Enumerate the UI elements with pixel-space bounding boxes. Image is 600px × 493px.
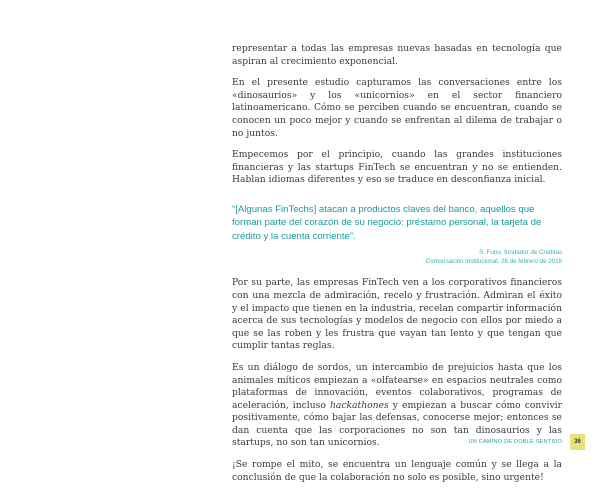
dialogue-text-a: Es un diálogo de sordos, un intercambio de prejuicios hasta que los animales míticos empiezan a «olfatearse» en espacios neutrales como plataformas de innovación, eventos colaborativos, programas de aceleración, incluso: [232, 361, 562, 411]
quote-author: S. Furio, fundador de Creditas: [479, 249, 562, 257]
quote-source: Conversación institucional, 26 de febrero de 2018: [425, 257, 562, 265]
page-footer: [469, 434, 585, 450]
text-column: [232, 43, 562, 493]
paragraph-intro: representar a todas las empresas nuevas basadas en tecnología que aspiran al crecimiento exponencial.: [232, 43, 562, 67]
dialogue-emphasis: hackathones: [329, 399, 389, 411]
page-number: 36: [570, 434, 585, 450]
paragraph-beginning: Empecemos por el principio, cuando las grandes instituciones financieras y las startups FinTech se encuentran y no se entienden. Hablan idiomas diferentes y eso se traduce en desconfianza inicial.: [232, 149, 562, 186]
pull-quote: “[Algunas FinTechs] atacan a productos claves del banco, aquellos que forman parte del corazón de su negocio: préstamo personal, la tarjeta de crédito y la cuenta corriente”.: [232, 203, 542, 242]
paragraph-fintech-view: Por su parte, las empresas FinTech ven a los corporativos financieros con una mezcla de admiración, recelo y frustración. Admiran el éxito y el impacto que tienen en la industria, recelan compartir información acerca de sus tecnologías y modelos de negocio con ellos por miedo a que se las roben y les frustra que vayan tan lento y que tengan que cumplir tantas reglas.: [232, 277, 562, 352]
footer-title: UN CAMINO DE DOBLE SENTIDO: [468, 439, 562, 445]
quote-attribution: [232, 249, 562, 266]
dialogue-text-b: y empiezan a buscar cómo convivir positivamente, cómo bajar las defensas, conocerse mejor; entonces se dan cuenta que las corporaciones no son tan dinosaurios y las startups, no son tan unicornios.: [232, 399, 562, 449]
paragraph-study: En el presente estudio capturamos las conversaciones entre los «dinosaurios» y los «unicornios» en el sector financiero latinoamericano. Cómo se perciben cuando se encuentran, cuando se conocen un poco mejor y cuando se enfrentan al dilema de trabajar o no juntos.: [232, 77, 562, 139]
paragraph-conclusion: ¡Se rompe el mito, se encuentra un lenguaje común y se llega a la conclusión de que la colaboración no solo es posible, sino urgente!: [232, 459, 562, 483]
